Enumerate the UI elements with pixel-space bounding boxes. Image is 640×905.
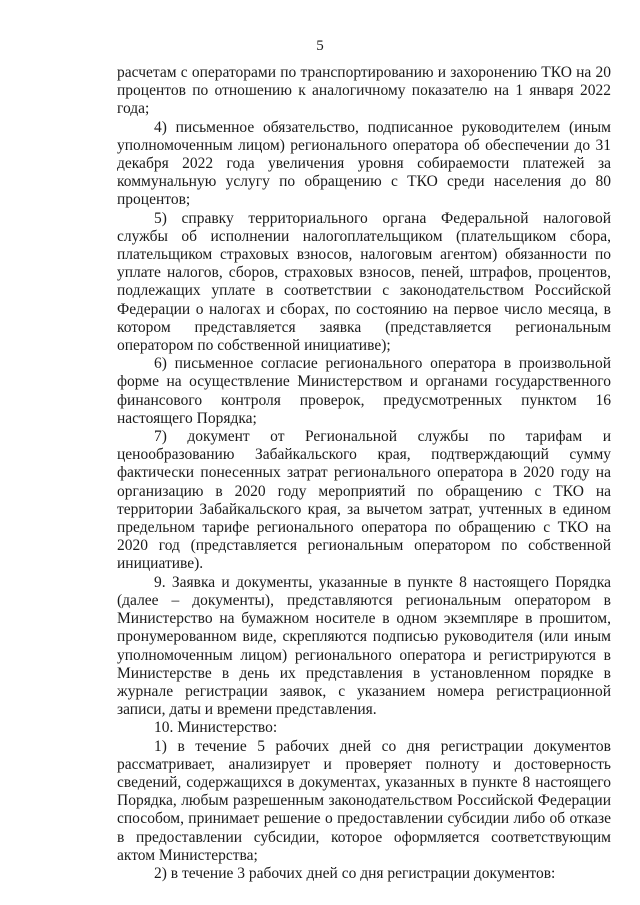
paragraph-item-4: 4) письменное обязательство, подписанное руководителем (иным уполномоченным лицом) регионального оператора об обеспечении до 31 декабря 2022 года увеличения уровня собираемости платежей за коммунальную услугу по обращению с ТКО среди населения до 80 процентов; [117,118,611,209]
paragraph-continuation: расчетам с операторами по транспортированию и захоронению ТКО на 20 процентов по отношению к аналогичному показателю на 1 января 2022 года; [117,64,611,118]
paragraph-item-6: 6) письменное согласие регионального оператора в произвольной форме на осуществление Министерством и органами государственного финансового контроля проверок, предусмотренных пунктом 16 настоящего Порядка; [117,355,611,427]
document-body [117,64,611,883]
paragraph-section-10-heading: 10. Министерство: [154,719,278,737]
page-number: 5 [316,38,324,54]
paragraph-item-7: 7) документ от Региональной службы по тарифам и ценообразованию Забайкальского края, подтверждающий сумму фактически понесенных затрат регионального оператора в 2020 году на организацию в 2020 году мероприятий по обращению с ТКО на территории Забайкальского края, за вычетом затрат, учтенных в едином предельном тарифе регионального оператора по обращению с ТКО на 2020 год (представляется региональным оператором по собственной инициативе). [117,428,611,573]
paragraph-section-10-item-2: 2) в течение 3 рабочих дней со дня регистрации документов: [154,864,556,882]
paragraph-section-10-item-1: 1) в течение 5 рабочих дней со дня регистрации документов рассматривает, анализирует и проверяет полноту и достоверность сведений, содержащихся в документах, указанных в пункте 8 настоящего Порядка, любым разрешенным законодательством Российской Федерации способом, принимает решение о предоставлении субсидии либо об отказе в предоставлении субсидии, которое оформляется соответствующим актом Министерства; [117,737,611,864]
paragraph-item-5: 5) справку территориального органа Федеральной налоговой службы об исполнении налогоплательщиком (плательщиком сбора, плательщиком страховых взносов, налоговым агентом) обязанности по уплате налогов, сборов, страховых взносов, пеней, штрафов, процентов, подлежащих уплате в соответствии с законодательством Российской Федерации о налогах и сборах, по состоянию на первое число месяца, в котором представляется заявка (представляется региональным оператором по собственной инициативе); [117,209,611,355]
paragraph-section-9: 9. Заявка и документы, указанные в пункте 8 настоящего Порядка (далее – документы), представляются региональным оператором в Министерство на бумажном носителе в одном экземпляре в прошитом, пронумерованном виде, скрепляются подписью руководителя (или иным уполномоченным лицом) регионального оператора и регистрируются в Министерстве в день их представления в установленном порядке в журнале регистрации заявок, с указанием номера регистрационной записи, даты и времени представления. [117,573,611,719]
